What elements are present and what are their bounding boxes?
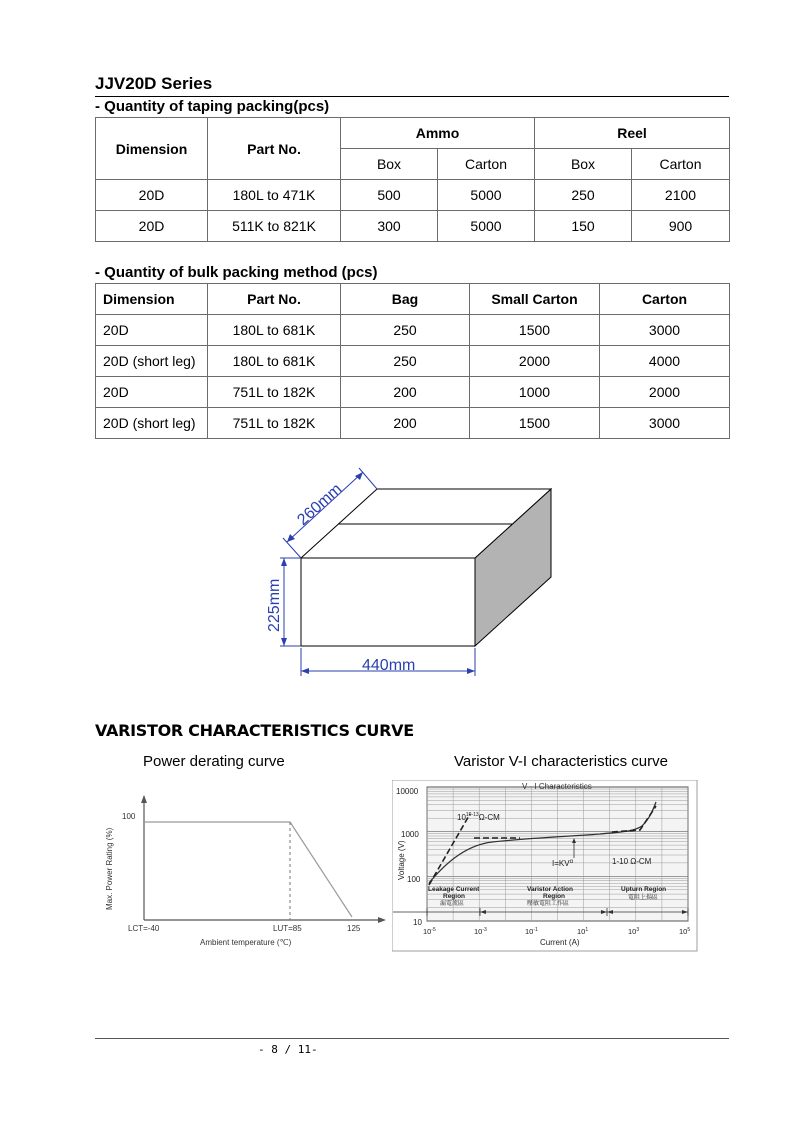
- x-tick: $10^{-3}$: [474, 927, 487, 936]
- cell: 4000: [600, 346, 730, 377]
- cell: 3000: [600, 315, 730, 346]
- table-row: [96, 377, 730, 408]
- title-rule: [95, 96, 729, 97]
- group-ammo: Ammo: [341, 118, 535, 149]
- ann1-rest: Ω-CM: [478, 813, 500, 822]
- y-axis-label: Voltage (V): [397, 840, 406, 880]
- group-reel: Reel: [535, 118, 730, 149]
- cell: 5000: [438, 211, 535, 242]
- cell: 20D: [96, 377, 208, 408]
- col-bag: Bag: [341, 284, 470, 315]
- cell: 2000: [470, 346, 600, 377]
- footer-rule: [95, 1038, 729, 1039]
- cell: 3000: [600, 408, 730, 439]
- y-axis-label: Max. Power Rating (%): [105, 827, 114, 910]
- x-axis-label: Ambient temperature (℃): [200, 938, 292, 947]
- cell: 250: [341, 346, 470, 377]
- y-tick: 10000: [396, 787, 419, 796]
- height-label: 225mm: [266, 578, 283, 632]
- cell: 751L to 182K: [208, 377, 341, 408]
- cell: 20D: [96, 315, 208, 346]
- region-label-cn: 漏電流區: [440, 901, 465, 907]
- table-row: [96, 315, 730, 346]
- x-tick: $10^5$: [679, 927, 691, 936]
- col-part: Part No.: [208, 118, 341, 180]
- y-tick: 10: [413, 918, 422, 927]
- table-row: [96, 408, 730, 439]
- cell: 250: [341, 315, 470, 346]
- col-part: Part No.: [208, 284, 341, 315]
- table-row: [96, 180, 730, 211]
- width-label: 440mm: [362, 657, 416, 674]
- region-label-cn: 電阻上揚區: [628, 895, 659, 901]
- sub-header: Box: [341, 149, 438, 180]
- x-tick: $10^{-1}$: [525, 927, 538, 936]
- page-number: - 8 / 11-: [258, 1043, 318, 1056]
- col-dimension: Dimension: [96, 284, 208, 315]
- right-caption: Varistor V-I characteristics curve: [454, 753, 668, 770]
- varistor-heading: VARISTOR CHARACTERISTICS CURVE: [95, 721, 414, 740]
- cell: 200: [341, 377, 470, 408]
- cell: 20D: [96, 211, 208, 242]
- derating-line: [144, 822, 352, 917]
- taping-table: [95, 117, 730, 242]
- cell: 1000: [470, 377, 600, 408]
- cell: 20D (short leg): [96, 408, 208, 439]
- region-label: Region: [443, 893, 466, 900]
- cell: 180L to 681K: [208, 315, 341, 346]
- ann3-text: 1-10 Ω-CM: [612, 857, 652, 866]
- y-tick: 100: [122, 812, 136, 821]
- vi-chart: [392, 780, 698, 952]
- sub-header: Carton: [632, 149, 730, 180]
- region-label: Upturn Region: [621, 886, 667, 893]
- cell: 150: [535, 211, 632, 242]
- y-tick: 100: [407, 875, 421, 884]
- bulk-heading: - Quantity of bulk packing method (pcs): [95, 264, 378, 281]
- cell: 200: [341, 408, 470, 439]
- cell: 1500: [470, 408, 600, 439]
- derating-chart: [95, 784, 395, 956]
- box-front-face: [301, 558, 475, 646]
- cell: 180L to 681K: [208, 346, 341, 377]
- vi-title: V - I Characteristics: [522, 782, 592, 791]
- region-label: Region: [543, 893, 566, 900]
- ann2-exp: α: [569, 859, 574, 865]
- x-tick: $10^3$: [628, 927, 640, 936]
- cell: 180L to 471K: [208, 180, 341, 211]
- x-tick: LUT=85: [273, 924, 302, 933]
- bulk-table: [95, 283, 730, 439]
- cell: 900: [632, 211, 730, 242]
- left-caption: Power derating curve: [143, 753, 285, 770]
- cell: 5000: [438, 180, 535, 211]
- sub-header: Box: [535, 149, 632, 180]
- page-title: JJV20D Series: [95, 74, 213, 93]
- col-dimension: Dimension: [96, 118, 208, 180]
- carton-diagram: [250, 462, 570, 682]
- cell: 300: [341, 211, 438, 242]
- cell: 1500: [470, 315, 600, 346]
- x-tick: 125: [347, 924, 361, 933]
- svg-text:1010-13Ω-CM: [457, 812, 500, 822]
- y-tick: 1000: [401, 830, 419, 839]
- x-tick: $10^1$: [577, 927, 589, 936]
- x-tick: $10^{-5}$: [423, 927, 436, 936]
- cell: 20D: [96, 180, 208, 211]
- sub-header: Carton: [438, 149, 535, 180]
- cell: 511K to 821K: [208, 211, 341, 242]
- cell: 751L to 182K: [208, 408, 341, 439]
- region-label: Varistor Action: [527, 886, 573, 893]
- region-label: Leakage Current: [428, 886, 480, 893]
- col-small-carton: Small Carton: [470, 284, 600, 315]
- cell: 2100: [632, 180, 730, 211]
- region-label-cn: 壓敏電阻工作區: [527, 901, 570, 907]
- col-carton: Carton: [600, 284, 730, 315]
- table-row: [96, 346, 730, 377]
- ann1-exp: 10-13: [465, 812, 479, 818]
- cell: 250: [535, 180, 632, 211]
- cell: 500: [341, 180, 438, 211]
- depth-label: 260mm: [294, 480, 346, 529]
- x-tick: LCT=-40: [128, 924, 160, 933]
- table-row: [96, 211, 730, 242]
- taping-heading: - Quantity of taping packing(pcs): [95, 98, 330, 115]
- ann2-text: I=KV: [552, 859, 570, 868]
- cell: 2000: [600, 377, 730, 408]
- cell: 20D (short leg): [96, 346, 208, 377]
- ann1-base: 10: [457, 813, 466, 822]
- x-axis-label: Current (A): [540, 938, 580, 947]
